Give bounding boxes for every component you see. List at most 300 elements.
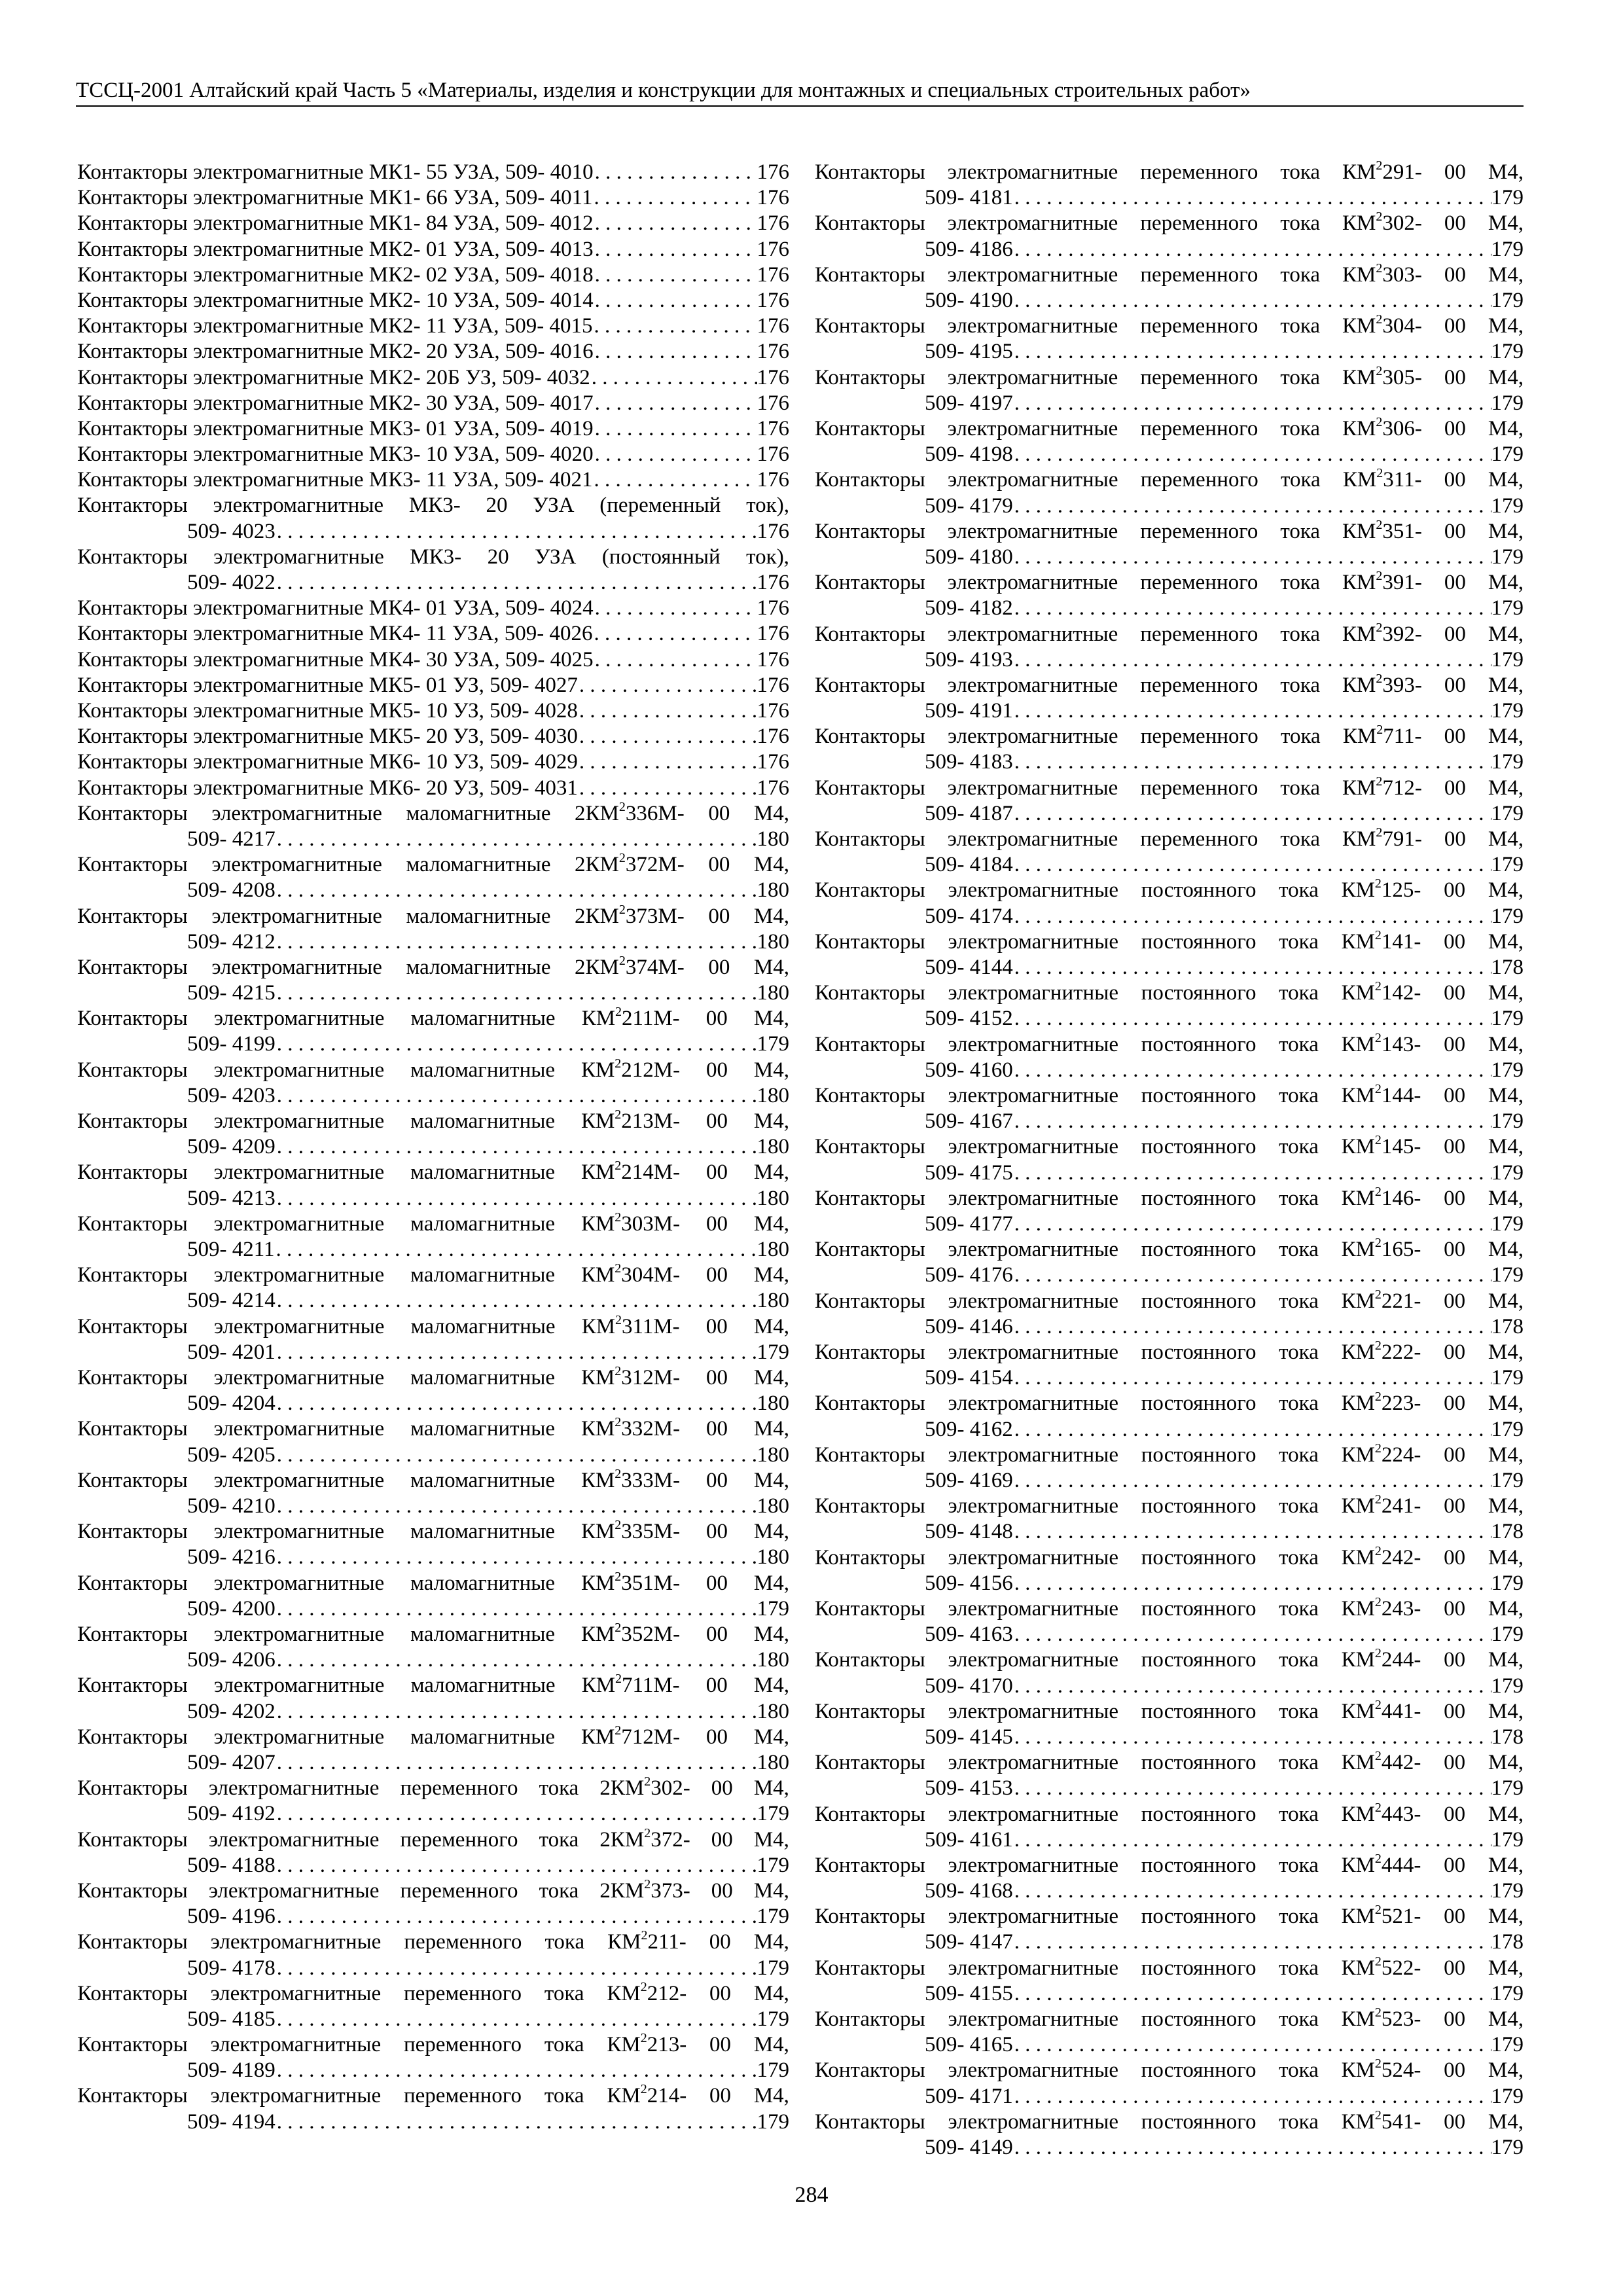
entry-word: постоянного <box>1141 1084 1257 1108</box>
index-entry-line <box>815 1596 1524 1622</box>
entry-word: М4, <box>753 1366 789 1390</box>
entry-model: $2КМ^2336М-$ <box>575 800 685 825</box>
entry-word: М4, <box>1488 314 1524 338</box>
index-entry-line <box>77 647 789 673</box>
entry-page-ref: 179 <box>1491 904 1524 928</box>
entry-page-ref: 179 <box>1491 545 1524 569</box>
entry-page-ref: 180 <box>757 929 789 954</box>
entry-word: постоянного <box>1141 2058 1257 2083</box>
entry-word: 00 <box>1444 571 1466 595</box>
entry-page-ref: 178 <box>1491 956 1524 980</box>
index-entry <box>815 1289 1524 1340</box>
dot-leader <box>1013 904 1491 929</box>
dot-leader <box>276 1083 757 1109</box>
entry-word: тока <box>1280 827 1321 852</box>
superscript: 2 <box>1376 621 1383 635</box>
superscript: 2 <box>640 2032 647 2046</box>
entry-word: тока <box>1280 468 1321 492</box>
index-entry-line <box>815 1109 1524 1134</box>
entry-word: электромагнитные <box>213 1674 385 1698</box>
entry-word: М4, <box>1488 1340 1524 1364</box>
entry-word: электромагнитные <box>213 493 384 518</box>
entry-code: 509- 4209 <box>187 1135 276 1159</box>
index-entry <box>77 314 789 339</box>
entry-page-ref: 176 <box>757 698 789 723</box>
entry-word: Контакторы <box>815 365 925 389</box>
entry-model: $КМ^2125-$ <box>1341 878 1421 903</box>
entry-word: УЗА <box>535 545 577 569</box>
entry-word: 00 <box>706 1417 728 1441</box>
superscript: 2 <box>1374 2058 1382 2072</box>
entry-word: тока <box>544 1981 584 2005</box>
entry-code: 509- 4170 <box>925 1674 1013 1698</box>
index-entry-line <box>77 1031 789 1057</box>
entry-word: Контакторы <box>77 1109 188 1134</box>
index-entry-line <box>815 1211 1524 1237</box>
entry-word: тока <box>1279 1802 1319 1826</box>
entry-word: Контакторы <box>77 1417 188 1441</box>
entry-model: $КМ^2222-$ <box>1341 1339 1421 1364</box>
index-entry-line <box>815 1134 1524 1160</box>
entry-code: 509- 4216 <box>187 1545 276 1570</box>
index-entry-line <box>77 1647 789 1673</box>
superscript: 2 <box>615 1057 622 1071</box>
entry-word: Контакторы <box>815 1596 925 1621</box>
entry-page-ref: 179 <box>1491 1212 1524 1236</box>
entry-code: 509- 4152 <box>925 1007 1013 1031</box>
entry-word: электромагнитные <box>948 1853 1119 1877</box>
entry-word: 00 <box>1444 1186 1466 1210</box>
entry-word: Контакторы <box>77 2033 188 2057</box>
entry-word: электромагнитные <box>213 1468 385 1492</box>
entry-word: электромагнитные <box>948 1238 1119 1262</box>
entry-word: 00 <box>1444 160 1466 184</box>
entry-word: электромагнитные <box>948 1135 1119 1159</box>
entry-page-ref: 176 <box>757 211 789 236</box>
dot-leader <box>1013 1160 1491 1186</box>
entry-word: электромагнитные <box>213 1520 385 1544</box>
superscript: 2 <box>615 1724 622 1738</box>
entry-word: переменного <box>1140 827 1258 852</box>
dot-leader <box>594 262 757 288</box>
index-entry-line <box>815 1878 1524 1904</box>
entry-page-ref: 179 <box>1491 1160 1524 1185</box>
entry-model: $2КМ^2302-$ <box>599 1776 690 1801</box>
entry-word: 00 <box>1444 2058 1466 2083</box>
index-entry-line <box>77 1340 789 1365</box>
dot-leader <box>1013 2032 1491 2058</box>
dot-leader <box>1013 442 1491 467</box>
entry-word: М4, <box>753 1571 789 1595</box>
entry-code: 509- 4182 <box>925 596 1013 620</box>
dot-leader <box>1013 339 1491 365</box>
index-entry <box>77 1006 789 1057</box>
index-entry <box>77 1109 789 1160</box>
entry-word: тока <box>1279 1956 1319 1980</box>
index-entry <box>77 365 789 391</box>
index-entry-line <box>815 673 1524 698</box>
entry-page-ref: 179 <box>1491 1879 1524 1903</box>
entry-model: $2КМ^2373-$ <box>599 1878 690 1903</box>
entry-code: 509- 4022 <box>187 571 276 595</box>
entry-word: тока <box>1279 1135 1319 1159</box>
index-entry-line <box>77 1416 789 1442</box>
superscript: 2 <box>1376 570 1383 584</box>
entry-word: 00 <box>709 2033 732 2057</box>
entry-text: Контакторы электромагнитные МК3- 10 УЗА, 509- 4020 <box>77 442 594 467</box>
index-entry-line <box>77 1391 789 1416</box>
index-entry-line <box>77 570 789 596</box>
index-entry-line <box>815 2032 1524 2058</box>
index-entry-line <box>815 1006 1524 1031</box>
entry-word: М4, <box>753 904 789 928</box>
entry-code: 509- 4190 <box>925 288 1013 312</box>
entry-word: М4, <box>1488 1699 1524 1723</box>
entry-model: $КМ^2524-$ <box>1341 2058 1421 2083</box>
entry-word: 00 <box>706 1263 728 1287</box>
dot-leader <box>276 1596 757 1622</box>
entry-word: Контакторы <box>815 314 925 338</box>
index-entry-line <box>815 852 1524 878</box>
entry-word: электромагнитные <box>210 2033 382 2057</box>
entry-word: маломагнитные <box>410 1007 556 1031</box>
index-entry <box>815 673 1524 724</box>
entry-page-ref: 176 <box>757 750 789 774</box>
dot-leader <box>1013 1674 1491 1699</box>
entry-page-ref: 176 <box>757 468 789 492</box>
index-entry <box>77 1673 789 1724</box>
dot-leader <box>1013 1417 1491 1443</box>
entry-word: переменного <box>1140 776 1258 800</box>
dot-leader <box>276 1545 757 1570</box>
entry-word: 00 <box>709 1981 732 2005</box>
entry-code: 509- 4183 <box>925 750 1013 774</box>
entry-page-ref: 179 <box>757 1802 789 1826</box>
entry-code: 509- 4154 <box>925 1366 1013 1390</box>
entry-model: $2КМ^2372-$ <box>599 1827 690 1852</box>
entry-word: электромагнитные <box>213 1263 385 1287</box>
entry-word: М4, <box>753 2084 789 2108</box>
entry-word: Контакторы <box>77 1878 188 1903</box>
index-entry <box>815 1596 1524 1647</box>
entry-word: Контакторы <box>77 545 188 569</box>
entry-word: переменного <box>1140 160 1258 184</box>
entry-model: $КМ^2214-$ <box>607 2083 687 2108</box>
index-entry-line <box>77 1519 789 1545</box>
entry-word: электромагнитные <box>213 1622 385 1646</box>
entry-model: $КМ^2211-$ <box>607 1929 687 1954</box>
index-entry <box>77 1519 789 1570</box>
index-entry-line <box>815 288 1524 314</box>
entry-page-ref: 179 <box>757 1032 789 1056</box>
index-entry-line <box>815 776 1524 801</box>
entry-word: М4, <box>1488 262 1524 287</box>
index-entry <box>77 339 789 365</box>
index-entry <box>815 1443 1524 1494</box>
entry-model: $КМ^2304М-$ <box>580 1263 681 1287</box>
entry-word: переменного <box>400 1776 518 1801</box>
superscript: 2 <box>615 1365 622 1379</box>
entry-word: постоянного <box>1141 981 1257 1005</box>
entry-text: Контакторы электромагнитные МК1- 84 УЗА, 509- 4012 <box>77 211 594 236</box>
dot-leader <box>275 1237 757 1263</box>
entry-page-ref: 176 <box>757 262 789 287</box>
entry-page-ref: 176 <box>757 340 789 364</box>
entry-code: 509- 4176 <box>925 1263 1013 1287</box>
superscript: 2 <box>1376 775 1383 789</box>
entry-word: 00 <box>1444 1802 1466 1826</box>
entry-page-ref: 178 <box>1491 1520 1524 1544</box>
entry-word: Контакторы <box>815 571 925 595</box>
index-entry <box>77 467 789 493</box>
entry-page-ref: 179 <box>757 1905 789 1929</box>
superscript: 2 <box>618 800 626 814</box>
entry-word: М4, <box>1488 1751 1524 1775</box>
index-entry <box>815 467 1524 518</box>
entry-word: маломагнитные <box>410 1263 556 1287</box>
entry-word: тока <box>1280 725 1321 749</box>
index-entry <box>77 1929 789 1981</box>
index-entry <box>815 980 1524 1031</box>
entry-word: маломагнитные <box>410 1571 556 1595</box>
index-entry-line <box>77 2083 789 2109</box>
entry-word: Контакторы <box>77 1058 188 1082</box>
entry-word: 00 <box>1444 314 1466 338</box>
index-entry-line <box>77 955 789 980</box>
index-entry-line <box>815 1674 1524 1699</box>
entry-word: маломагнитные <box>410 1417 556 1441</box>
superscript: 2 <box>1374 1494 1382 1507</box>
entry-word: Контакторы <box>815 2109 925 2134</box>
index-entry-line <box>815 467 1524 493</box>
entry-page-ref: 176 <box>757 647 789 672</box>
entry-word: тока <box>1279 1494 1319 1518</box>
entry-word: (постоянный <box>601 545 721 569</box>
superscript: 2 <box>1374 1083 1382 1097</box>
superscript: 2 <box>1376 672 1383 686</box>
entry-code: 509- 4201 <box>187 1340 276 1364</box>
index-entry-line <box>815 1263 1524 1288</box>
entry-model: $КМ^2712М-$ <box>580 1724 681 1749</box>
index-entry <box>815 2109 1524 2161</box>
superscript: 2 <box>618 954 626 968</box>
entry-page-ref: 179 <box>757 1853 789 1877</box>
index-entry <box>815 519 1524 570</box>
entry-code: 509- 4206 <box>187 1648 276 1672</box>
dot-leader <box>1013 1776 1491 1801</box>
entry-word: МК3- <box>410 545 462 569</box>
entry-text: Контакторы электромагнитные МК2- 02 УЗА, 509- 4018 <box>77 262 594 287</box>
entry-word: электромагнитные <box>948 878 1119 903</box>
entry-page-ref: 179 <box>1491 2084 1524 2108</box>
dot-leader <box>276 519 757 545</box>
index-entry <box>77 262 789 288</box>
entry-word: электромагнитные <box>210 1981 382 2005</box>
entry-word: электромагнитные <box>210 2084 382 2108</box>
entry-model: $КМ^2291-$ <box>1342 160 1422 184</box>
entry-word: постоянного <box>1141 1648 1257 1672</box>
index-entry-line <box>77 160 789 185</box>
index-entry-line <box>815 2135 1524 2161</box>
index-entry-line <box>815 647 1524 673</box>
superscript: 2 <box>1374 1288 1382 1302</box>
index-entry-line <box>815 1956 1524 1981</box>
entry-word: М4, <box>1488 1596 1524 1621</box>
entry-word: М4, <box>1488 2007 1524 2032</box>
entry-word: электромагнитные <box>948 1596 1119 1621</box>
entry-word: Контакторы <box>77 1366 188 1390</box>
index-entry-line <box>77 1571 789 1596</box>
entry-page-ref: 179 <box>757 1596 789 1621</box>
index-entry-line <box>77 749 789 775</box>
entry-word: тока <box>1279 1905 1319 1929</box>
entry-word: М4, <box>1488 365 1524 389</box>
entry-word: М4, <box>753 1827 789 1852</box>
index-entry-line <box>815 1468 1524 1494</box>
entry-code: 509- 4205 <box>187 1443 276 1467</box>
entry-word: электромагнитные <box>208 1827 380 1852</box>
index-column-right <box>815 160 1524 2161</box>
entry-model: $КМ^2141-$ <box>1341 929 1421 954</box>
entry-word: 00 <box>706 1058 728 1082</box>
entry-word: Контакторы <box>77 2084 188 2108</box>
dot-leader <box>1013 596 1491 621</box>
entry-text: Контакторы электромагнитные МК3- 01 УЗА, 509- 4019 <box>77 416 594 440</box>
index-entry-line <box>815 262 1524 288</box>
entry-model: $КМ^2352М-$ <box>580 1621 681 1646</box>
superscript: 2 <box>1374 878 1382 891</box>
entry-code: 509- 4153 <box>925 1776 1013 1801</box>
index-entry <box>815 1545 1524 1596</box>
entry-model: $КМ^2391-$ <box>1342 570 1422 595</box>
index-entry <box>77 1827 789 1878</box>
index-entry-line <box>77 1237 789 1263</box>
entry-text: Контакторы электромагнитные МК2- 11 УЗА, 509- 4015 <box>77 314 593 338</box>
dot-leader <box>1013 545 1491 570</box>
entry-page-ref: 179 <box>757 2109 789 2134</box>
index-entry-line <box>77 1750 789 1776</box>
entry-text: Контакторы электромагнитные МК2- 20 УЗА, 509- 4016 <box>77 340 594 364</box>
entry-word: электромагнитные <box>948 1084 1119 1108</box>
entry-word: М4, <box>753 1930 789 1954</box>
index-entry <box>815 1904 1524 1955</box>
entry-word: 00 <box>1444 1032 1466 1056</box>
entry-page-ref: 179 <box>1491 750 1524 774</box>
index-entry <box>77 2032 789 2083</box>
entry-page-ref: 179 <box>1491 442 1524 467</box>
superscript: 2 <box>1374 1185 1382 1199</box>
superscript: 2 <box>615 1211 622 1225</box>
entry-word: 00 <box>1444 211 1466 236</box>
entry-word: 00 <box>708 955 730 979</box>
entry-word: электромагнитные <box>213 1007 385 1031</box>
superscript: 2 <box>1374 1339 1382 1353</box>
entry-page-ref: 176 <box>757 186 789 210</box>
superscript: 2 <box>1374 2007 1382 2020</box>
entry-word: М4, <box>753 1776 789 1801</box>
entry-word: Контакторы <box>815 1084 925 1108</box>
index-entry-line <box>77 1211 789 1237</box>
entry-word: М4, <box>1488 211 1524 236</box>
entry-model: $КМ^2244-$ <box>1341 1647 1421 1672</box>
entry-word: Контакторы <box>77 904 188 928</box>
index-entry-line <box>815 1904 1524 1929</box>
superscript: 2 <box>615 1416 622 1430</box>
entry-text: Контакторы электромагнитные МК4- 01 УЗА, 509- 4024 <box>77 596 594 620</box>
index-entry-line <box>77 621 789 647</box>
dot-leader <box>578 673 757 698</box>
index-entry <box>815 2058 1524 2109</box>
entry-text: Контакторы электромагнитные МК4- 11 УЗА, 509- 4026 <box>77 622 593 646</box>
index-entry-line <box>77 314 789 339</box>
entry-word: Контакторы <box>77 1520 188 1544</box>
entry-word: тока <box>1279 1391 1319 1416</box>
dot-leader <box>594 442 757 467</box>
entry-word: тока <box>544 2033 584 2057</box>
entry-code: 509- 4023 <box>187 519 276 543</box>
entry-word: Контакторы <box>815 1494 925 1518</box>
dot-leader <box>594 391 757 416</box>
entry-text: Контакторы электромагнитные МК3- 11 УЗА, 509- 4021 <box>77 468 593 492</box>
entry-word: электромагнитные <box>948 2058 1119 2083</box>
entry-word: 00 <box>706 1725 728 1749</box>
dot-leader <box>276 2058 757 2083</box>
entry-code: 509- 4169 <box>925 1468 1013 1492</box>
entry-word: электромагнитные <box>948 981 1119 1005</box>
entry-text: Контакторы электромагнитные МК2- 20Б УЗ, 509- 4032 <box>77 365 590 389</box>
entry-model: $КМ^2791-$ <box>1342 827 1422 852</box>
entry-page-ref: 179 <box>1491 647 1524 672</box>
dot-leader <box>594 211 757 236</box>
dot-leader <box>594 237 757 262</box>
index-entry-line <box>77 1545 789 1570</box>
entry-page-ref: 178 <box>1491 1314 1524 1338</box>
entry-word: электромагнитные <box>208 1776 380 1801</box>
entry-word: 00 <box>709 2084 732 2108</box>
entry-word: 00 <box>705 1007 728 1031</box>
entry-word: М4, <box>1488 2058 1524 2083</box>
dot-leader <box>276 827 757 852</box>
entry-word: постоянного <box>1141 878 1257 903</box>
index-entry-line <box>815 929 1524 955</box>
dot-leader <box>276 1801 757 1827</box>
entry-word: постоянного <box>1141 2007 1257 2032</box>
superscript: 2 <box>615 1519 622 1533</box>
entry-word: постоянного <box>1141 1135 1257 1159</box>
superscript: 2 <box>1376 160 1383 173</box>
entry-word: М4, <box>1488 725 1524 749</box>
entry-word: Контакторы <box>815 1289 925 1313</box>
entry-word: электромагнитные <box>948 2007 1119 2032</box>
entry-model: $КМ^2335М-$ <box>580 1519 681 1544</box>
index-entry-line <box>815 622 1524 647</box>
entry-code: 509- 4215 <box>187 981 276 1005</box>
index-entry <box>77 1416 789 1467</box>
entry-word: Контакторы <box>815 1648 925 1672</box>
entry-word: 00 <box>1444 1751 1466 1775</box>
entry-word: 00 <box>1444 416 1466 440</box>
entry-code: 509- 4155 <box>925 1981 1013 2005</box>
entry-text: Контакторы электромагнитные МК5- 20 УЗ, 509- 4030 <box>77 725 578 749</box>
index-entry-line <box>77 904 789 929</box>
entry-word: М4, <box>753 1058 789 1082</box>
dot-leader <box>594 596 757 621</box>
dot-leader <box>1013 955 1491 980</box>
dot-leader <box>1013 801 1491 827</box>
index-entry-line <box>77 2109 789 2135</box>
entry-word: 20 <box>487 545 509 569</box>
dot-leader <box>1013 1263 1491 1288</box>
